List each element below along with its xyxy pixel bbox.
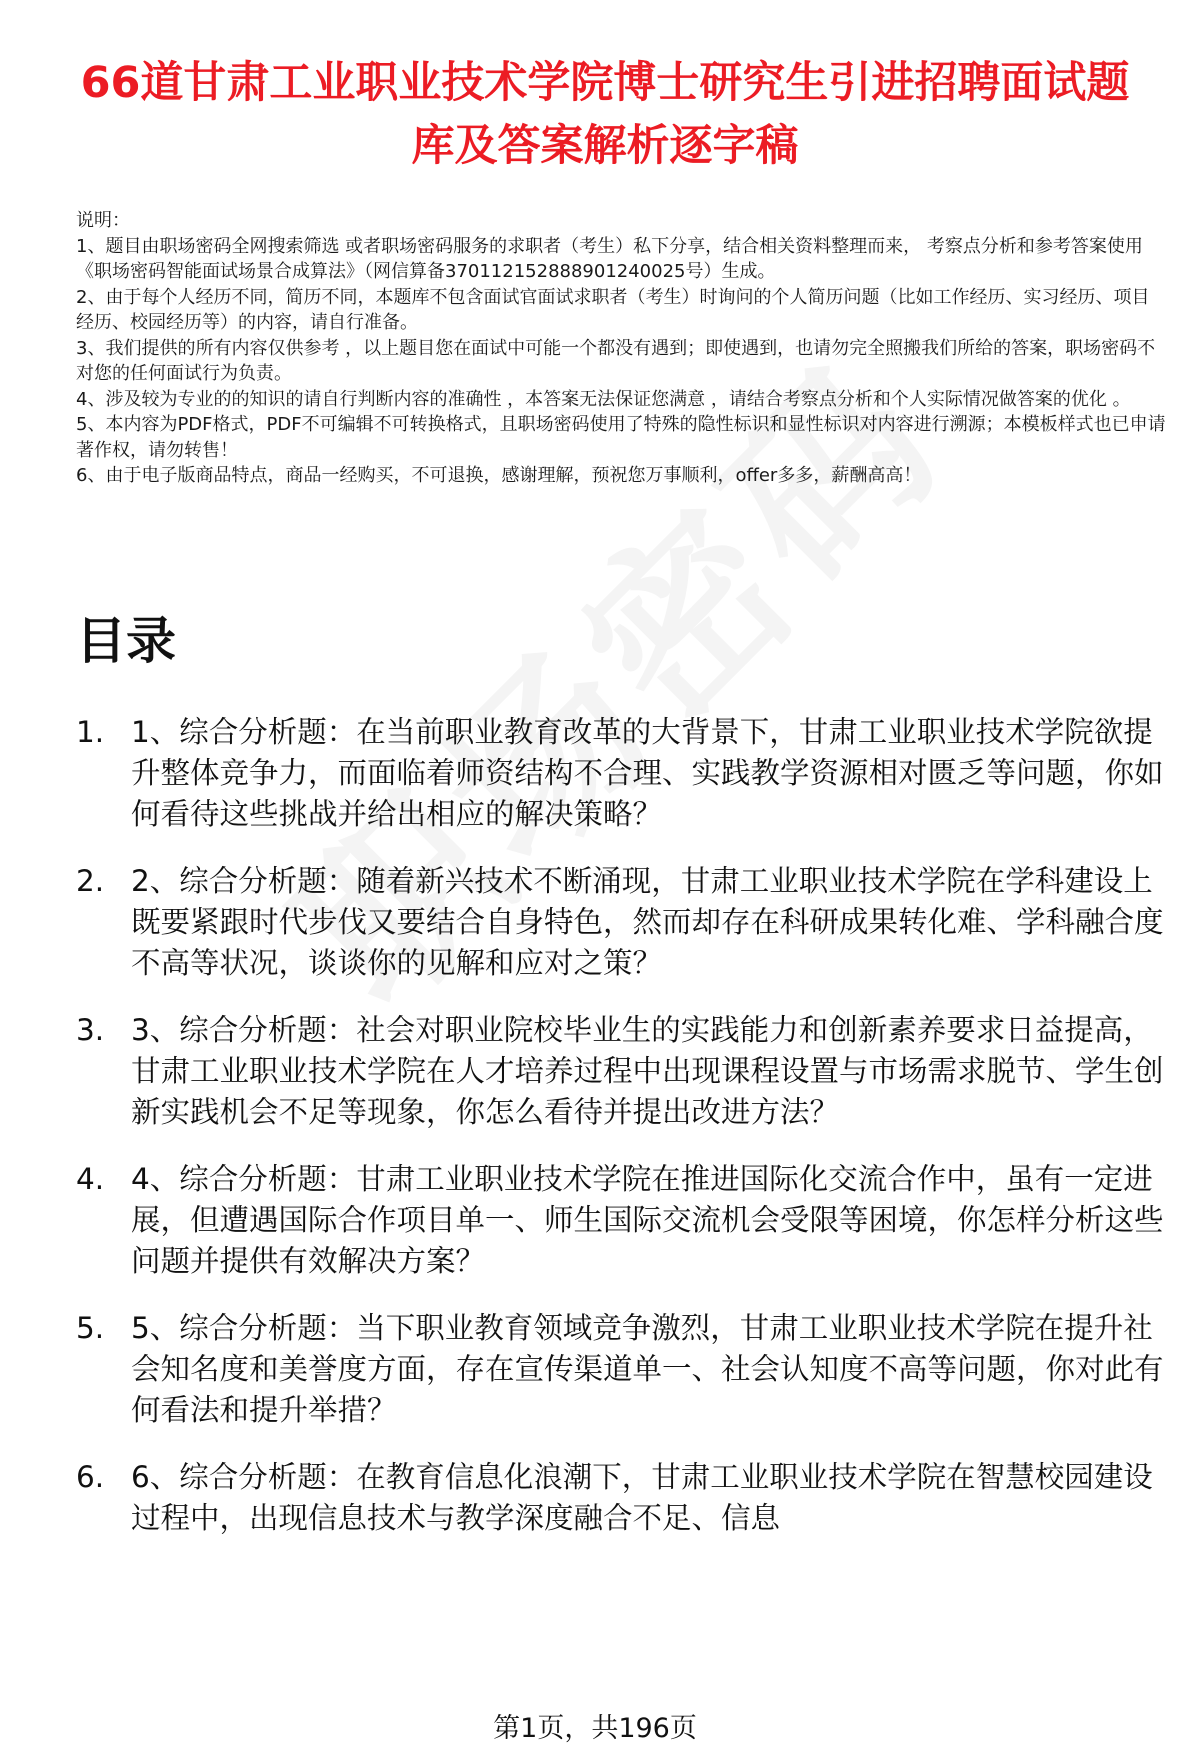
toc-item[interactable] [76, 1457, 1166, 1539]
toc-item-number: 3. [76, 1013, 105, 1047]
document-title: 66道甘肃工业职业技术学院博士研究生引进招聘面试题库及答案解析逐字稿 [80, 58, 1130, 171]
toc-item-text: 1、综合分析题：在当前职业教育改革的大背景下，甘肃工业职业技术学院欲提升整体竞争力，而面临着师资结构不合理、实践教学资源相对匮乏等问题，你如何看待这些挑战并给出相应的解决策略？ [131, 715, 1164, 831]
note-item: 4、涉及较为专业的的知识的请自行判断内容的准确性 ，本答案无法保证您满意 ，请结合考察点分析和个人实际情况做答案的优化 。 [76, 388, 1131, 410]
toc-item[interactable] [76, 1308, 1166, 1431]
toc-item-text: 2、综合分析题：随着新兴技术不断涌现，甘肃工业职业技术学院在学科建设上既要紧跟时代步伐又要结合自身特色，然而却存在科研成果转化难、学科融合度不高等状况，谈谈你的见解和应对之策？ [131, 864, 1164, 980]
toc-item-text: 4、综合分析题：甘肃工业职业技术学院在推进国际化交流合作中，虽有一定进展，但遭遇国际合作项目单一、师生国际交流机会受限等困境，你怎样分析这些问题并提供有效解决方案？ [131, 1162, 1164, 1278]
toc-item-number: 5. [76, 1311, 105, 1345]
note-item: 3、我们提供的所有内容仅供参考 ，以上题目您在面试中可能一个都没有遇到；即使遇到，也请勿完全照搬我们所给的答案，职场密码不对您的任何面试行为负责。 [76, 337, 1156, 384]
toc-item[interactable] [76, 712, 1166, 835]
toc-item-number: 2. [76, 864, 105, 898]
note-item: 5、本内容为PDF格式，PDF不可编辑不可转换格式，且职场密码使用了特殊的隐性标识和显性标识对内容进行溯源；本模板样式也已申请著作权，请勿转售！ [76, 414, 1166, 461]
toc-item-text: 5、综合分析题：当下职业教育领域竞争激烈，甘肃工业职业技术学院在提升社会知名度和美誉度方面，存在宣传渠道单一、社会认知度不高等问题，你对此有何看法和提升举措？ [131, 1311, 1164, 1427]
toc-item-number: 6. [76, 1460, 105, 1494]
toc-item[interactable] [76, 1010, 1166, 1133]
note-item: 6、由于电子版商品特点，商品一经购买，不可退换，感谢理解，预祝您万事顺利，offer多多，薪酬高高！ [76, 465, 922, 486]
toc-list [76, 712, 1166, 1565]
page-footer: 第1页，共196页 [493, 1713, 697, 1744]
toc-item-number: 1. [76, 715, 105, 749]
toc-item[interactable] [76, 1159, 1166, 1282]
toc-item-number: 4. [76, 1162, 105, 1196]
notes-heading: 说明： [76, 210, 130, 231]
toc-heading: 目录 [76, 612, 176, 670]
toc-item[interactable] [76, 861, 1166, 984]
note-item: 2、由于每个人经历不同，简历不同，本题库不包含面试官面试求职者（考生）时询问的个人简历问题（比如工作经历、实习经历、项目经历、校园经历等）的内容，请自行准备。 [76, 286, 1150, 333]
note-item: 1、题目由职场密码全网搜索筛选 或者职场密码服务的求职者（考生）私下分享，结合相关资料整理而来， 考察点分析和参考答案使用《职场密码智能面试场景合成算法》（网信算备370112152888901240025号）生成。 [76, 235, 1143, 282]
toc-item-text: 3、综合分析题：社会对职业院校毕业生的实践能力和创新素养要求日益提高，甘肃工业职业技术学院在人才培养过程中出现课程设置与市场需求脱节、学生创新实践机会不足等现象，你怎么看待并提出改进方法？ [131, 1013, 1164, 1129]
notes-section [76, 208, 1166, 489]
toc-item-text: 6、综合分析题：在教育信息化浪潮下，甘肃工业职业技术学院在智慧校园建设过程中，出现信息技术与教学深度融合不足、信息 [131, 1460, 1153, 1535]
